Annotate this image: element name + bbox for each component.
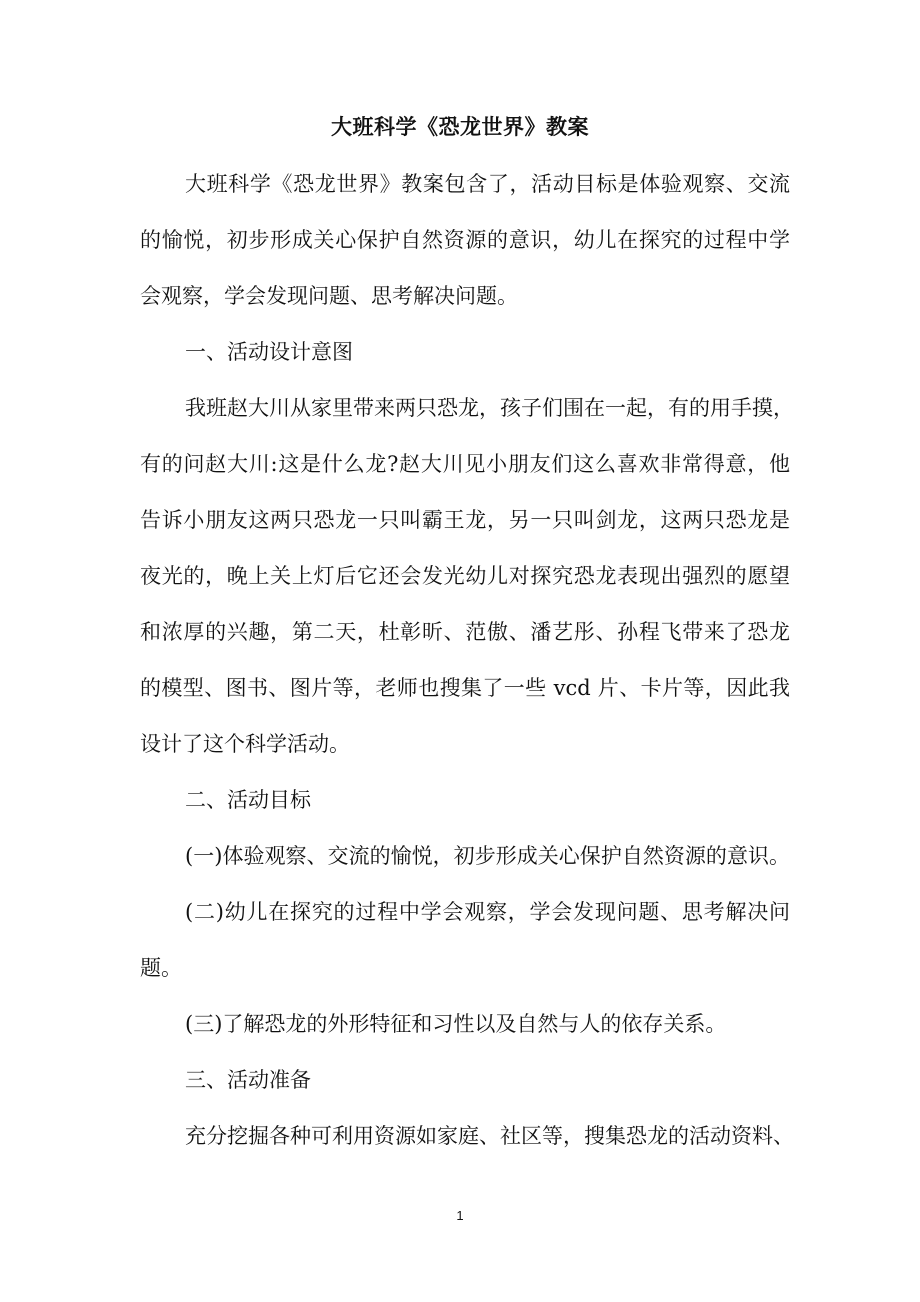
paragraph-intro-line-3: 会观察，学会发现问题、思考解决问题。: [140, 284, 518, 308]
paragraph-design-line-7: 设计了这个科学活动。: [140, 732, 350, 756]
paragraph-preparation-line-1: 充分挖掘各种可利用资源如家庭、社区等，搜集恐龙的活动资料、: [185, 1124, 794, 1148]
paragraph-intro-line-1: 大班科学《恐龙世界》教案包含了，活动目标是体验观察、交流: [185, 172, 790, 196]
objective-1: (一)体验观察、交流的愉悦，初步形成关心保护自然资源的意识。: [185, 844, 790, 868]
objective-2-line-1: (二)幼儿在探究的过程中学会观察，学会发现问题、思考解决问: [185, 900, 790, 924]
paragraph-design-line-6: 的模型、图书、图片等，老师也搜集了一些 vcd 片、卡片等，因此我: [140, 676, 790, 700]
page-number: 1: [456, 1208, 464, 1223]
section-heading-objectives: 二、活动目标: [185, 788, 311, 812]
paragraph-intro-line-2: 的愉悦，初步形成关心保护自然资源的意识，幼儿在探究的过程中学: [140, 228, 790, 252]
section-heading-preparation: 三、活动准备: [185, 1068, 311, 1092]
paragraph-design-line-3: 告诉小朋友这两只恐龙一只叫霸王龙，另一只叫剑龙，这两只恐龙是: [140, 508, 790, 532]
document-title: 大班科学《恐龙世界》教案: [331, 114, 589, 139]
objective-3: (三)了解恐龙的外形特征和习性以及自然与人的依存关系。: [185, 1012, 727, 1036]
objective-2-line-2: 题。: [140, 956, 182, 980]
paragraph-design-line-5: 和浓厚的兴趣，第二天，杜彰昕、范傲、潘艺彤、孙程飞带来了恐龙: [140, 620, 790, 644]
paragraph-design-line-1: 我班赵大川从家里带来两只恐龙，孩子们围在一起，有的用手摸，: [185, 396, 794, 420]
paragraph-design-line-4: 夜光的，晚上关上灯后它还会发光幼儿对探究恐龙表现出强烈的愿望: [140, 564, 790, 588]
section-heading-design-intent: 一、活动设计意图: [185, 340, 353, 364]
paragraph-design-line-2: 有的问赵大川:这是什么龙?赵大川见小朋友们这么喜欢非常得意，他: [140, 452, 790, 476]
